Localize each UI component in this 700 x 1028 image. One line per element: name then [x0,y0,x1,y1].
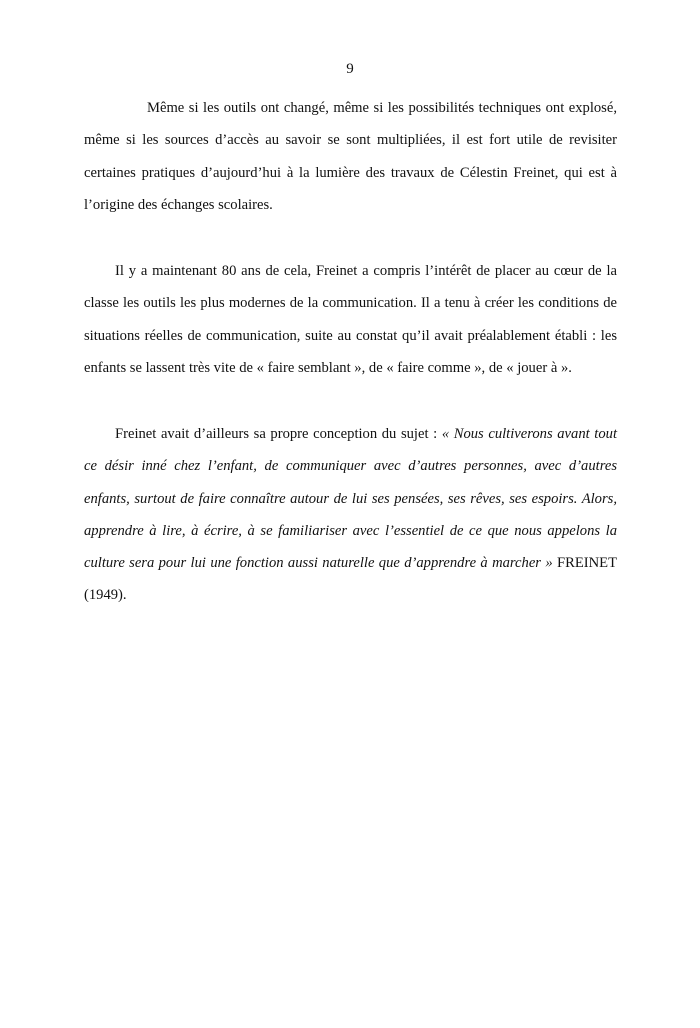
paragraph-3-intro: Freinet avait d’ailleurs sa propre conception du sujet : [115,426,442,442]
paragraph-3 [84,418,617,612]
paragraph-2: Il y a maintenant 80 ans de cela, Freinet a compris l’intérêt de placer au cœur de la classe les outils les plus modernes de la communication. Il a tenu à créer les conditions de situations réelles de communication, suite au constat qu’il avait préalablement établi : les enfants se lassent très vite de « faire semblant », de « faire comme », de « jouer à ». [84,263,617,376]
paragraph-1: Même si les outils ont changé, même si les possibilités techniques ont explosé, même si les sources d’accès au savoir se sont multipliées, il est fort utile de revisiter certaines pratiques d’aujourd’hui à la lumière des travaux de Célestin Freinet, qui est à l’origine des échanges scolaires. [84,100,617,213]
page-number: 9 [346,61,354,77]
freinet-quote: « Nous cultiverons avant tout ce désir inné chez l’enfant, de communiquer avec d’autres personnes, avec d’autres enfants, surtout de faire connaître autour de lui ses pensées, ses rêves, ses espoirs. Alors, apprendre à lire, à écrire, à se familiariser avec l’essentiel de ce que nous appelons la culture sera pour lui une fonction aussi naturelle que d’apprendre à marcher » [84,426,617,572]
freinet-citation: FREINET (1949). [84,555,617,604]
